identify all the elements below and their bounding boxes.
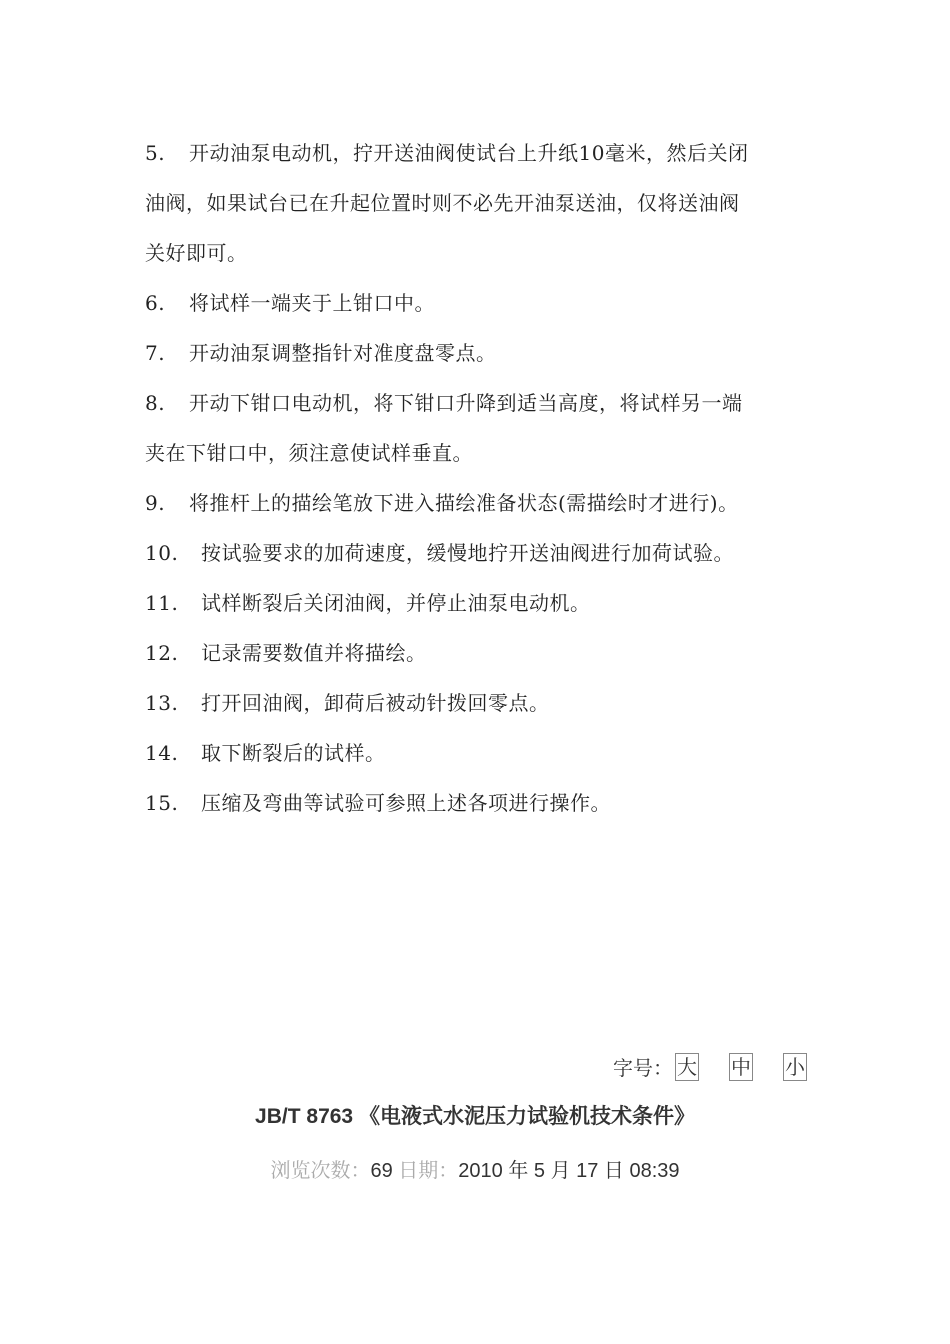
- step-13: [145, 678, 815, 728]
- step-text: 打开回油阀，卸荷后被动针拨回零点。: [201, 691, 550, 715]
- step-number: 7.: [145, 341, 166, 365]
- font-size-medium-button[interactable]: 中: [731, 1054, 751, 1079]
- step-number: 13.: [145, 691, 179, 715]
- step-7: [145, 328, 815, 378]
- step-number: 5.: [145, 141, 166, 165]
- step-number: 11.: [145, 591, 179, 615]
- views-label: 浏览次数：: [270, 1160, 371, 1182]
- step-number: 9.: [145, 491, 166, 515]
- step-number: 12.: [145, 641, 179, 665]
- step-11: [145, 578, 815, 628]
- step-text: 开动油泵调整指针对准度盘零点。: [189, 341, 497, 365]
- step-text: 将推杆上的描绘笔放下进入描绘准备状态(需描绘时才进行)。: [189, 491, 739, 515]
- step-text: 试样断裂后关闭油阀，并停止油泵电动机。: [201, 591, 591, 615]
- step-number: 14.: [145, 741, 179, 765]
- font-size-small-button[interactable]: 小: [785, 1054, 805, 1079]
- step-8-cont: [145, 428, 815, 478]
- views-count: 69: [370, 1160, 393, 1182]
- font-size-selector: [613, 1052, 807, 1081]
- step-15: [145, 778, 815, 828]
- font-size-large-button[interactable]: 大: [677, 1054, 697, 1079]
- publish-date: 2010 年 5 月 17 日 08:39: [458, 1160, 680, 1182]
- document-meta: [0, 1154, 950, 1183]
- step-text: 记录需要数值并将描绘。: [201, 641, 427, 665]
- step-5: [145, 128, 815, 178]
- step-text: 压缩及弯曲等试验可参照上述各项进行操作。: [201, 791, 611, 815]
- step-text: 开动油泵电动机，拧开送油阀使试台上升纸10毫米，然后关闭: [189, 141, 749, 165]
- step-5-cont-2: [145, 228, 815, 278]
- procedure-steps: [145, 128, 815, 828]
- step-text: 将试样一端夹于上钳口中。: [189, 291, 435, 315]
- step-text: 油阀，如果试台已在升起位置时则不必先开油泵送油，仅将送油阀: [145, 191, 740, 215]
- step-5-cont-1: [145, 178, 815, 228]
- step-text: 夹在下钳口中，须注意使试样垂直。: [145, 441, 473, 465]
- step-6: [145, 278, 815, 328]
- step-text: 取下断裂后的试样。: [201, 741, 386, 765]
- step-number: 6.: [145, 291, 166, 315]
- step-number: 15.: [145, 791, 179, 815]
- step-text: 关好即可。: [145, 241, 248, 265]
- step-9: [145, 478, 815, 528]
- step-10: [145, 528, 815, 578]
- step-14: [145, 728, 815, 778]
- step-text: 按试验要求的加荷速度，缓慢地拧开送油阀进行加荷试验。: [201, 541, 734, 565]
- step-number: 8.: [145, 391, 166, 415]
- step-text: 开动下钳口电动机，将下钳口升降到适当高度，将试样另一端: [189, 391, 743, 415]
- date-label: 日期：: [398, 1160, 459, 1182]
- document-title: JB/T 8763 《电液式水泥压力试验机技术条件》: [255, 1105, 695, 1128]
- step-8: [145, 378, 815, 428]
- step-12: [145, 628, 815, 678]
- step-number: 10.: [145, 541, 179, 565]
- font-size-label: 字号：: [613, 1056, 673, 1080]
